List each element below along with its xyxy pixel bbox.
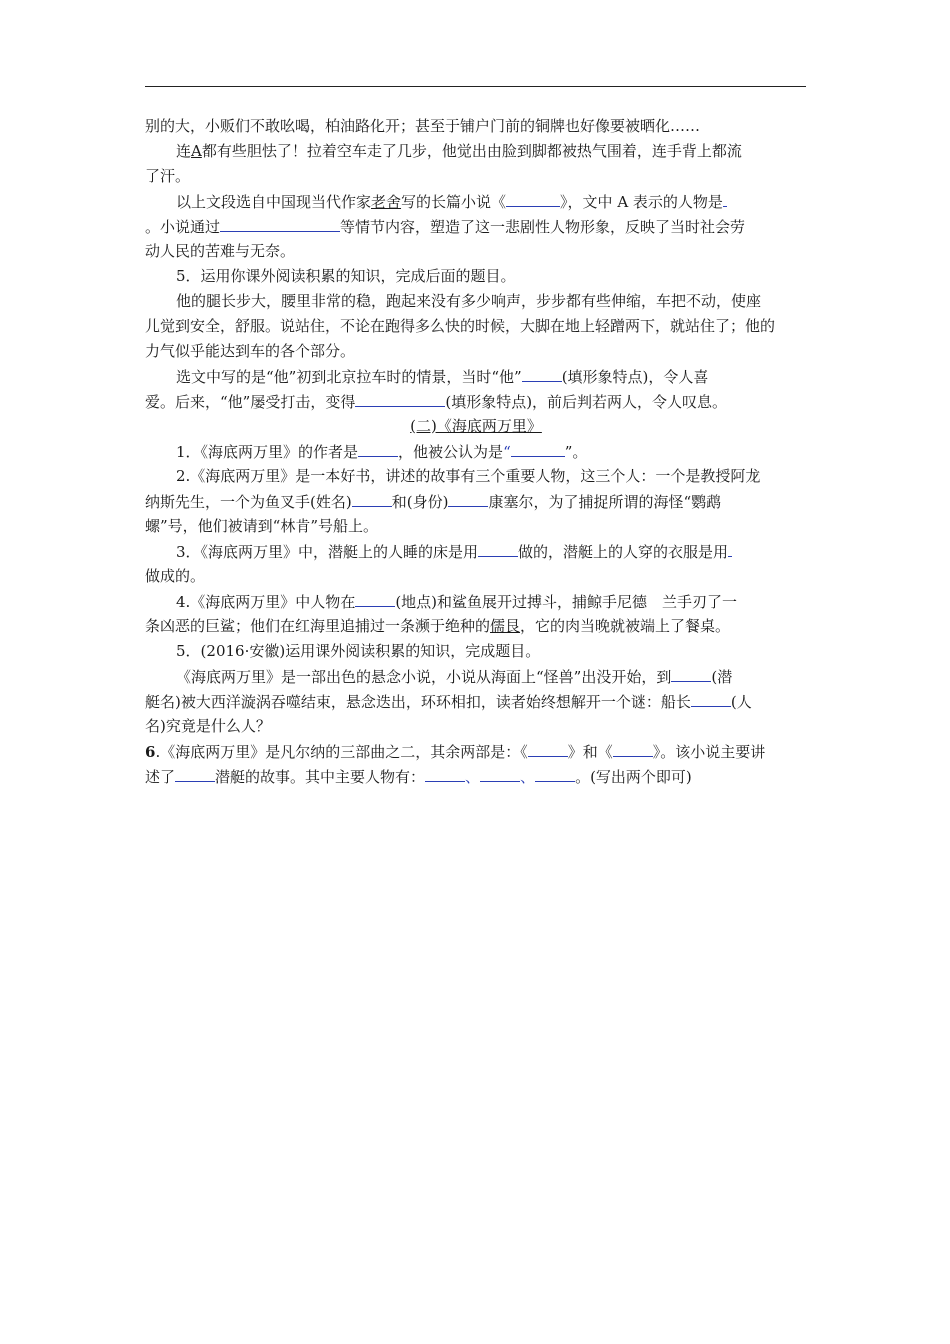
text: 儿觉到安全，舒服。说站住，不论在跑得多么快的时候，大脚在地上轻蹭两下，就站住了；他的 — [145, 317, 776, 335]
answer-blank[interactable] — [535, 764, 575, 782]
question-2 — [145, 464, 807, 489]
answer-blank[interactable] — [613, 739, 653, 757]
answer-blank[interactable] — [728, 539, 732, 557]
text: 连 — [176, 142, 192, 160]
text: 以上文段选自中国现当代作家 — [176, 193, 372, 211]
text-line — [145, 564, 807, 589]
text: (填形象特点)，令人喜 — [561, 368, 709, 386]
text-line — [145, 364, 807, 389]
text: 。小说通过 — [145, 218, 221, 236]
text: 做的，潜艇上的人穿的衣服是用 — [518, 543, 729, 561]
answer-blank[interactable] — [355, 589, 395, 607]
text-line — [145, 489, 807, 514]
text-line — [145, 114, 807, 139]
text: 条凶恶的巨鲨；他们在红海里追捕过一条濒于绝种的 — [145, 617, 491, 635]
text-line — [145, 214, 807, 239]
answer-blank[interactable] — [723, 189, 727, 207]
text: ，它的肉当晚就被端上了餐桌。 — [520, 617, 731, 635]
answer-blank[interactable] — [480, 764, 520, 782]
text: 、 — [520, 768, 536, 786]
text-line — [145, 689, 807, 714]
text: 力气似乎能达到车的各个部分。 — [145, 342, 356, 360]
question-5b — [145, 639, 807, 664]
answer-blank[interactable] — [220, 214, 340, 232]
question-3 — [145, 539, 807, 564]
answer-blank[interactable] — [528, 739, 568, 757]
text: 都有些胆怯了！拉着空车走了几步，他觉出由脸到脚都被热气围着，连手背上都流 — [201, 142, 742, 160]
question-6 — [145, 739, 807, 764]
text: 》。该小说主要讲 — [652, 743, 766, 761]
text: 做成的。 — [145, 567, 206, 585]
text-line — [145, 764, 807, 789]
text: 3．《海底两万里》中，潜艇上的人睡的床是用 — [176, 543, 479, 561]
text: ，他被公认为是 — [398, 443, 504, 461]
answer-blank[interactable] — [448, 489, 488, 507]
underlined-text: 儒艮 — [490, 617, 521, 635]
text-line — [145, 714, 807, 739]
text: 艇名)被大西洋漩涡吞噬结束，悬念迭出，环环相扣，读者始终想解开一个谜：船长 — [145, 693, 691, 711]
question-5 — [145, 264, 807, 289]
text-line — [145, 314, 807, 339]
text: ”。 — [564, 443, 588, 461]
text: 4.《海底两万里》中人物在 — [176, 593, 356, 611]
text-line — [145, 239, 807, 264]
text: 选文中写的是“他”初到北京拉车时的情景，当时“他” — [176, 368, 522, 386]
text: 康塞尔，为了捕捉所谓的海怪“鹦鹉 — [488, 493, 722, 511]
text: (人 — [730, 693, 752, 711]
text-line — [145, 189, 807, 214]
answer-blank[interactable] — [358, 439, 398, 457]
text: (填形象特点)，前后判若两人，令人叹息。 — [445, 393, 728, 411]
text: 螺”号，他们被请到“林肯”号船上。 — [145, 517, 379, 535]
text: 1．《海底两万里》的作者是 — [176, 443, 359, 461]
text: 动人民的苦难与无奈。 — [145, 242, 296, 260]
underlined-text: 老舍 — [371, 193, 402, 211]
answer-blank[interactable] — [522, 364, 562, 382]
text: 写的长篇小说《 — [401, 193, 507, 211]
question-4 — [145, 589, 807, 614]
text: 5．运用你课外阅读积累的知识，完成后面的题目。 — [176, 267, 516, 285]
text: 、 — [465, 768, 481, 786]
text: 爱。后来，“他”屡受打击，变得 — [145, 393, 356, 411]
answer-blank[interactable] — [478, 539, 518, 557]
header-rule — [145, 86, 806, 87]
text-line — [145, 514, 807, 539]
text: 《海底两万里》是一部出色的悬念小说，小说从海面上“怪兽”出没开始，到 — [176, 668, 672, 686]
text: 纳斯先生，一个为鱼叉手(姓名) — [145, 493, 352, 511]
answer-blank[interactable] — [506, 189, 560, 207]
text-line — [145, 614, 807, 639]
text: 5．(2016·安徽)运用课外阅读积累的知识，完成题目。 — [176, 642, 541, 660]
text: (二)《海底两万里》 — [410, 417, 542, 435]
text: 2.《海底两万里》是一本好书，讲述的故事有三个重要人物，这三个人：一个是教授阿龙 — [176, 467, 761, 485]
text: (地点)和鲨鱼展开过搏斗，捕鲸手尼德 兰手刃了一 — [395, 593, 738, 611]
section-heading — [145, 414, 807, 439]
text: 等情节内容，塑造了这一悲剧性人物形象，反映了当时社会劳 — [340, 218, 746, 236]
text: 了汗。 — [145, 167, 191, 185]
text-line — [145, 139, 807, 164]
text: 》，文中 A 表示的人物是 — [560, 193, 723, 211]
text: .《海底两万里》是凡尔纳的三部曲之二，其余两部是：《 — [155, 743, 528, 761]
answer-blank[interactable] — [691, 689, 731, 707]
document-body — [145, 114, 807, 789]
text: 他的腿长步大，腰里非常的稳，跑起来没有多少响声，步步都有些伸缩，车把不动，使座 — [176, 292, 762, 310]
text-line — [145, 164, 807, 189]
answer-blank[interactable] — [425, 764, 465, 782]
text: 述了 — [145, 768, 176, 786]
underlined-text: A — [191, 142, 202, 160]
answer-blank[interactable] — [355, 389, 445, 407]
text: 名)究竟是什么人？ — [145, 717, 271, 735]
text: “ — [503, 443, 511, 461]
text-line — [145, 664, 807, 689]
text: 》和《 — [567, 743, 613, 761]
text: 6 — [145, 743, 156, 761]
text: 和(身份) — [391, 493, 449, 511]
text: 。(写出两个即可) — [575, 768, 692, 786]
text: (潜 — [711, 668, 733, 686]
answer-blank[interactable] — [671, 664, 711, 682]
question-1 — [145, 439, 807, 464]
answer-blank[interactable] — [175, 764, 215, 782]
answer-blank[interactable] — [352, 489, 392, 507]
answer-blank[interactable] — [511, 439, 565, 457]
text-line — [145, 339, 807, 364]
text-line — [145, 289, 807, 314]
text-line — [145, 389, 807, 414]
text: 潜艇的故事。其中主要人物有： — [215, 768, 426, 786]
text: 别的大，小贩们不敢吆喝，柏油路化开；甚至于铺户门前的铜牌也好像要被晒化…… — [145, 117, 701, 135]
